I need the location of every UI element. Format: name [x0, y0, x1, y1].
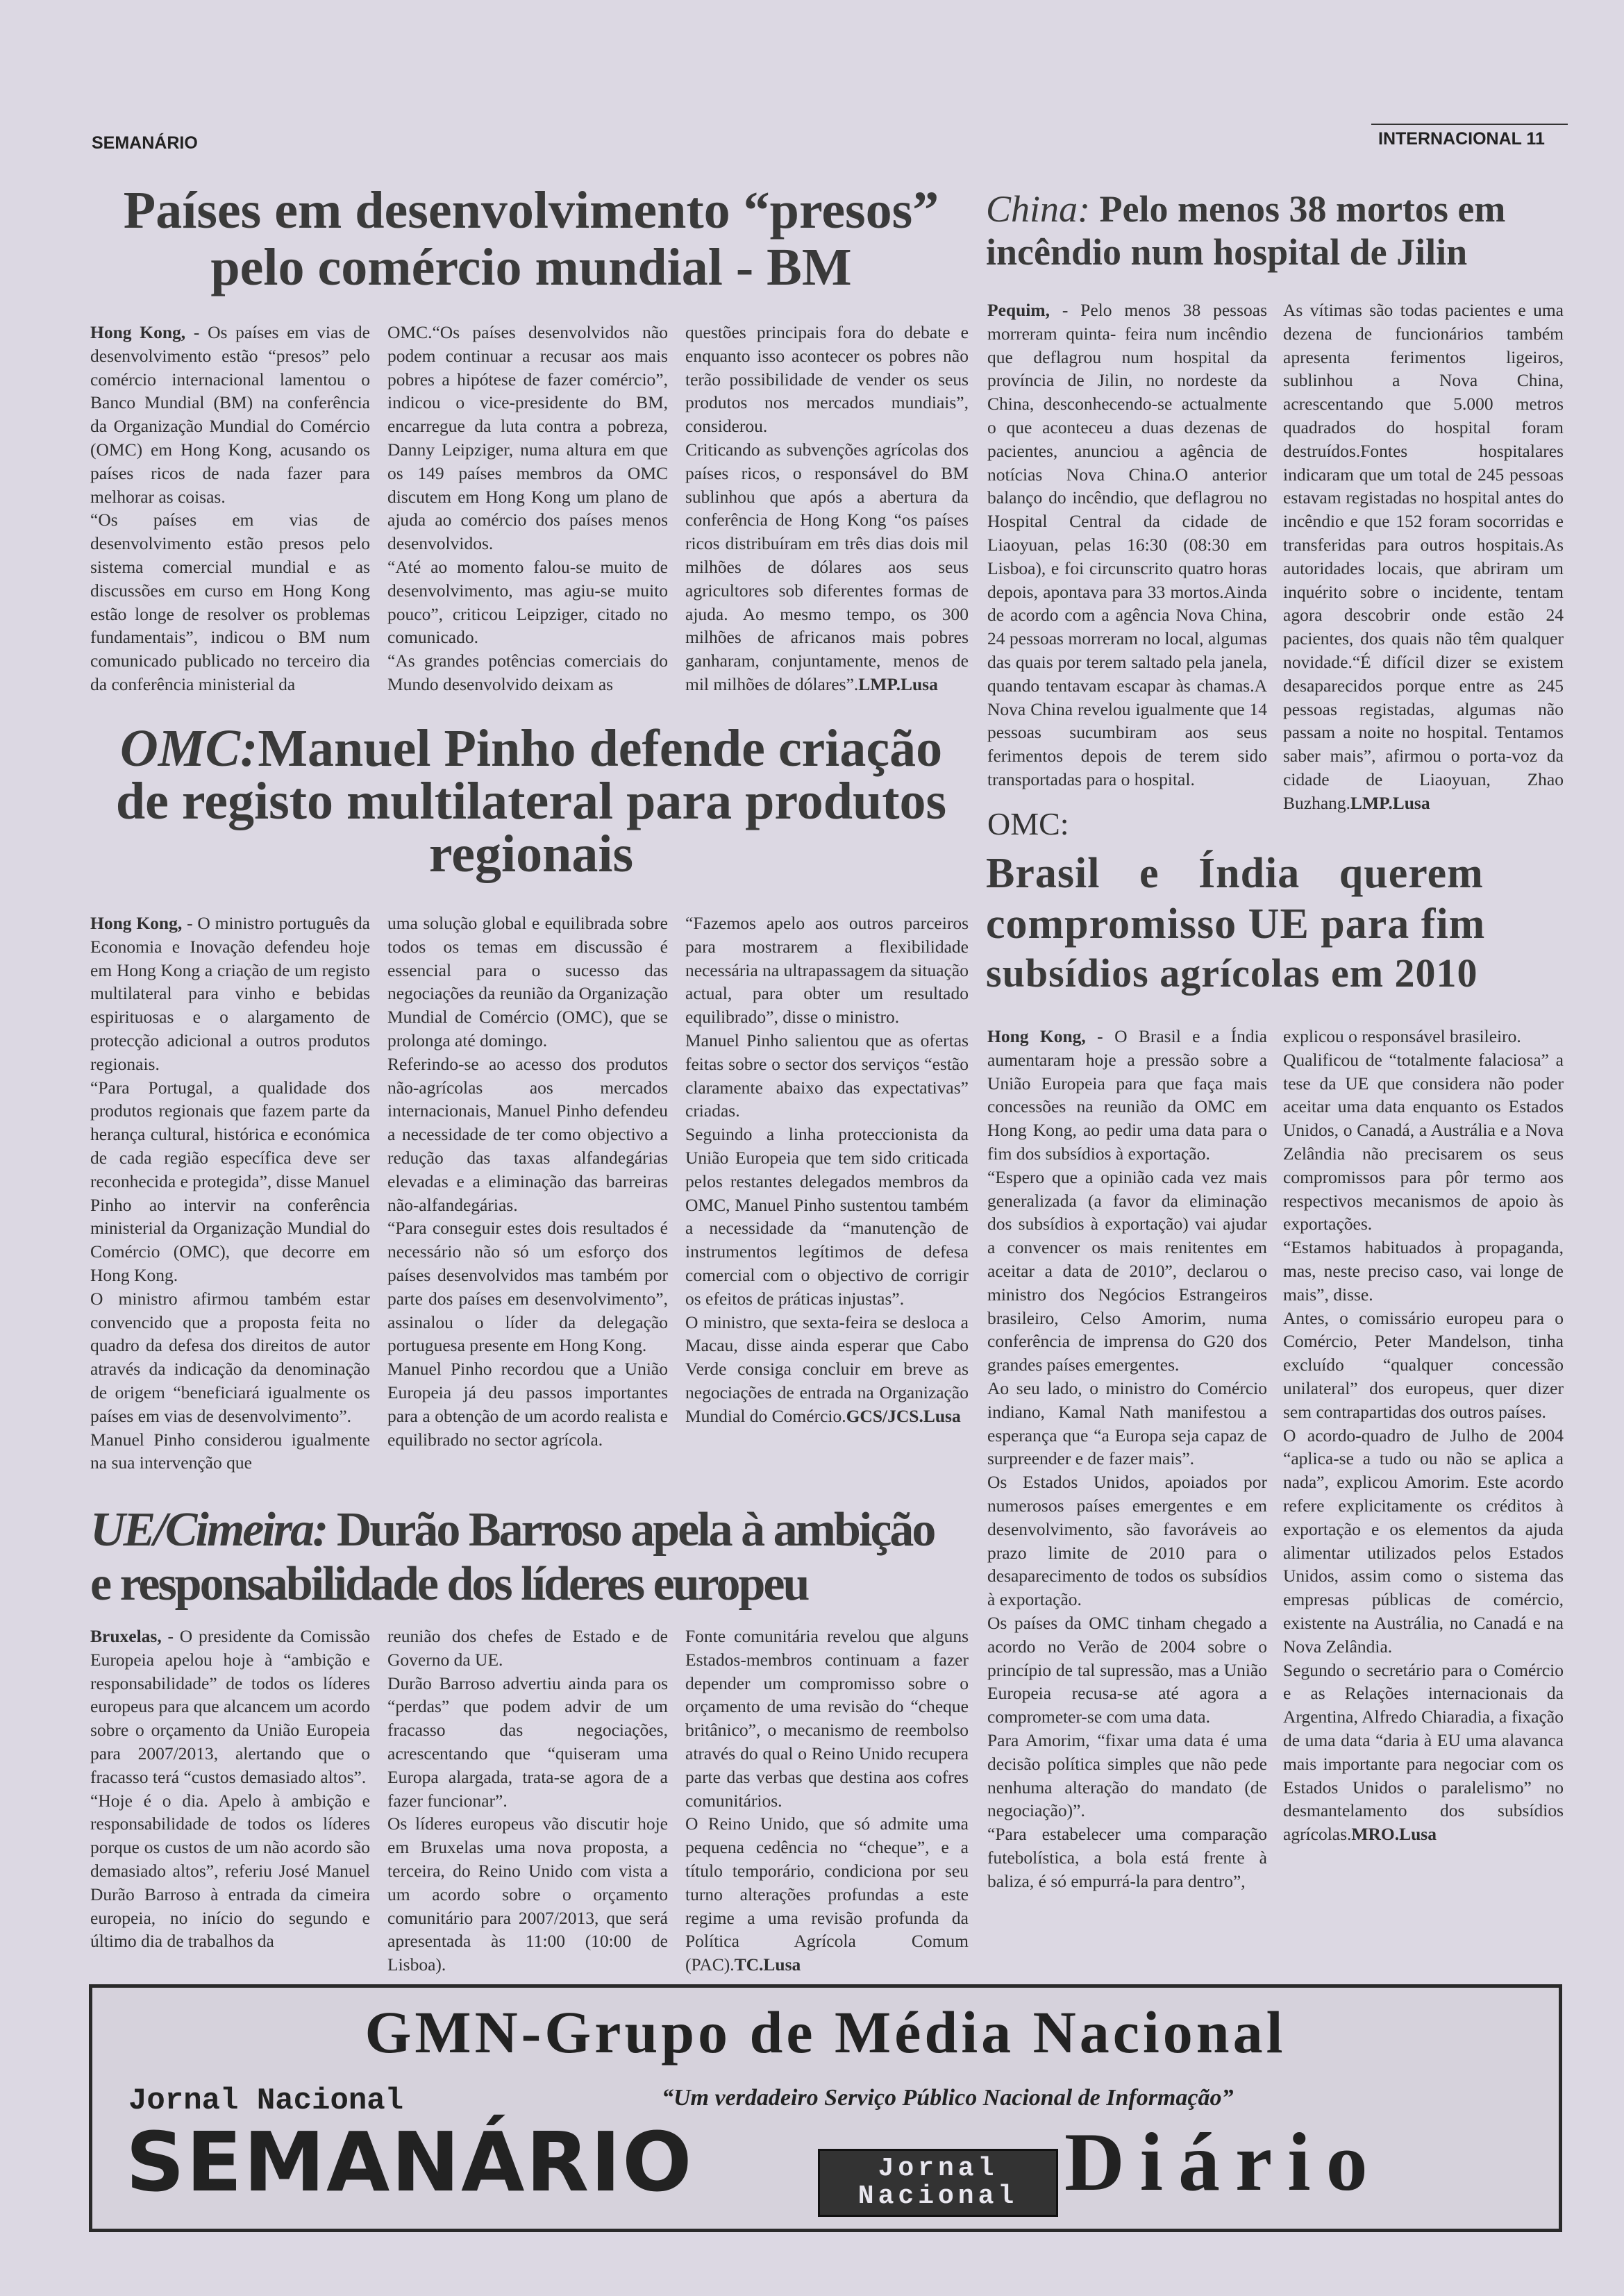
article4-kicker: OMC: — [987, 806, 1069, 841]
article3-title-line2: de registo multilateral para produtos — [115, 772, 947, 830]
ad-box-line1: Jornal — [878, 2154, 998, 2184]
article5-title-line2: e responsabilidade dos líderes europeu — [90, 1557, 808, 1611]
article5-text-1: - O presidente da Comissão Europeia apelou hoje à “ambição e responsabilidade” de todos os líderes europeus para que alcancem um acordo sobre o orçamento da União Europeia para 2007/2013, alertando que o fracasso terá “custos demasiado altos”. — [90, 1626, 370, 1787]
article3-col3 — [685, 912, 969, 1428]
article5-text-3: reunião dos chefes de Estado e de Governo da UE. — [387, 1626, 668, 1670]
article4-text-10: “Estamos habituados à propaganda, mas, neste preciso caso, vai longe de mais”, disse. — [1283, 1237, 1564, 1305]
article4-dateline: Hong Kong, — [987, 1026, 1086, 1046]
article5-title-line1: Durão Barroso apela à ambição — [326, 1503, 935, 1557]
article4-text-6: Para Amorim, “fixar uma data é uma decisão política simples que não pede nenhuma alteração do mandato (de negociação)”. — [987, 1729, 1267, 1821]
article3-text-11: Seguindo a linha proteccionista da União Europeia que tem sido criticada pelos restantes delegados membros da OMC, Manuel Pinho sustentou também a necessidade da “manutenção de instrumentos legítimos de defesa comercial com o objectivo de corrigir os efeitos de práticas injustas”. — [685, 1124, 969, 1309]
article2-title-text: Pelo menos 38 mortos em incêndio num hospital de Jilin — [986, 188, 1506, 274]
ad-box-line2: Nacional — [857, 2181, 1019, 2211]
article4-text-3: Ao seu lado, o ministro do Comércio indiano, Kamal Nath manifestou a esperança que “a Europa seja capaz de surpreender e de fazer mais”. — [987, 1377, 1267, 1469]
article3-text-3: O ministro afirmou também estar convencido que a proposta feita no quadro da defesa dos direitos de autor através da indicação da denominação de origem “beneficiará igualmente os países em vias de desenvolvimento”. — [90, 1288, 370, 1426]
article5-dateline: Bruxelas, — [90, 1626, 162, 1646]
article2-dateline: Pequim, — [987, 300, 1050, 320]
article3-col1 — [90, 912, 370, 1475]
article1-text-2: “Os países em vias de desenvolvimento estão presos pelo sistema comercial mundial e as discussões em curso em Hong Kong estão longe de resolver os problemas fundamentais”, indicou o BM num comunicado publicado no terceiro dia da conferência ministerial da — [90, 510, 370, 694]
article1-dateline: Hong Kong, — [90, 322, 186, 342]
article3-title-kicker: OMC: — [119, 719, 258, 778]
article5-text-4: Durão Barroso advertiu ainda para os “perdas” que podem advir de um fracasso das negociações, acrescentando que “quiseram uma Europa alargada, trata-se agora de a fazer funcionar”. — [387, 1673, 668, 1811]
header-section-label: SEMANÁRIO — [92, 133, 198, 153]
gmn-advertisement — [89, 1984, 1562, 2232]
article1-text-7: Criticando as subvenções agrícolas dos países ricos, o responsável do BM sublinhou que após a abertura da conferência de Hong Kong “os países ricos distribuíram em três dias dois mil milhões de dólares aos seus agricultores sob diferentes formas de ajuda. Ao mesmo tempo, os 300 milhões de africanos mais pobres ganharam, conjuntamente, menos de mil milhões de dólares”. — [685, 439, 969, 694]
article4-text-12: O acordo-quadro de Julho de 2004 “aplica-se a tudo ou não se aplica a nada”, explicou Amorim. Este acordo refere explicitamente os créditos à exportação e os elementos da ajuda alimentar utilizados pelos Estados Unidos, assim como o sistema das empresas públicas de comércio, existente na Austrália, no Canadá e na Nova Zelândia. — [1283, 1425, 1564, 1657]
article3-text-5: uma solução global e equilibrada sobre todos os temas em discussão é essencial para o sucesso das negociações da reunião da Organização Mundial de Comércio (OMC), que se prolonga até domingo. — [387, 913, 668, 1050]
article1-col2 — [387, 321, 668, 696]
article4-title-line3: subsídios agrícolas em 2010 — [986, 950, 1478, 996]
article4-col2 — [1283, 1025, 1564, 1846]
article3-text-7: “Para conseguir estes dois resultados é necessário não só um esforço dos países desenvolvidos mas também por parte dos países em desenvolvimento”, assinalou o líder da delegação portuguesa presente em Hong Kong. — [387, 1218, 668, 1356]
header-page-label: INTERNACIONAL 11 — [1378, 129, 1545, 149]
article3-text-2: “Para Portugal, a qualidade dos produtos regionais que fazem parte da herança cultural, histórica e económica de cada região específica deve ser reconhecida e protegida”, disse Manuel Pinho ao intervir na conferência ministerial da Organização Mundial do Comércio (OMC), que decorre em Hong Kong. — [90, 1077, 370, 1285]
article5-text-6: Fonte comunitária revelou que alguns Estados-membros continuam a fazer depender um compromisso sobre o orçamento de uma revisão do “cheque britânico”, o mecanismo de reembolso através do qual o Reino Unido recupera parte das verbas que destina aos cofres comunitários. — [685, 1626, 969, 1811]
ad-slogan: “Um verdadeiro Serviço Público Nacional de Informação” — [662, 2085, 1234, 2111]
article5-col2 — [387, 1625, 668, 1977]
article2-col2 — [1283, 299, 1564, 815]
article5-col1 — [90, 1625, 370, 1953]
article3-signature: GCS/JCS.Lusa — [846, 1405, 961, 1426]
article1-col3 — [685, 321, 969, 696]
article2-title — [986, 187, 1569, 274]
ad-semanario-logo: SEMANÁRIO — [126, 2114, 694, 2210]
article4-text-4: Os Estados Unidos, apoiados por numerosos países emergentes e em desenvolvimento, são favoráveis ao prazo limite de 2010 para o desaparecimento de todos os subsídios à exportação. — [987, 1472, 1267, 1610]
article3-text-12: O ministro, que sexta-feira se desloca a Macau, disse ainda esperar que Cabo Verde consiga concluir em breve as negociações de entrada na Organização Mundial do Comércio. — [685, 1312, 969, 1426]
header-rule — [1371, 124, 1568, 125]
article4-title — [986, 848, 1569, 998]
article5-title-kicker: UE/Cimeira: — [90, 1503, 327, 1557]
article3-title-line1: Manuel Pinho defende criação — [258, 719, 943, 778]
article1-col1 — [90, 321, 370, 696]
article5-signature: TC.Lusa — [734, 1954, 801, 1975]
article4-title-line1: Brasil e Índia querem — [986, 850, 1484, 897]
ad-jornal-nacional: Jornal Nacional — [128, 2084, 404, 2118]
article3-title — [90, 719, 972, 883]
article1-text-6: questões principais fora do debate e enquanto isso acontecer os pobres não terão possibilidade de vender os seus produtos nos mercados mundiais”, considerou. — [685, 322, 969, 437]
article4-text-11: Antes, o comissário europeu para o Comércio, Peter Mandelson, tinha excluído “qualquer concessão unilateral” dos europeus, quer dizer sem contrapartidas dos outros países. — [1283, 1307, 1564, 1422]
article2-text-1: - Pelo menos 38 pessoas morreram quinta- feira num incêndio que deflagrou num hospital da província de Jilin, no nordeste da China, desconhecendo-se actualmente o que aconteceu a duas dezenas de pacientes, anunciou a agência de notícias Nova China.O anterior balanço do incêndio, que deflagrou no Hospital Central da cidade de Liaoyuan, pelas 16:30 (08:30 em Lisboa), e foi circunscrito quatro horas depois, apontava para 33 mortos.Ainda de acordo com a agência Nova China, 24 pessoas morreram no local, algumas das quais por terem saltado pela janela, quando tentavam escapar às chamas.A Nova China revelou igualmente que 14 pessoas sucumbiram aos seus ferimentos depois de terem sido transportadas para o hospital. — [987, 300, 1267, 789]
article3-col2 — [387, 912, 668, 1451]
article1-signature: LMP.Lusa — [858, 673, 938, 694]
article1-text-3: OMC.“Os países desenvolvidos não podem continuar a recusar aos mais pobres a hipótese de fazer comércio”, indicou o vice-presidente do BM, encarregue da luta contra a pobreza, Danny Leipziger, numa altura em que os 149 países membros da OMC discutem em Hong Kong um plano de ajuda ao comércio dos países menos desenvolvidos. — [387, 322, 668, 554]
article1-title-line1: Países em desenvolvimento “presos” — [123, 181, 939, 240]
article4-text-5: Os países da OMC tinham chegado a acordo no Verão de 2004 sobre o princípio de tal supressão, mas a União Europeia recusa-se até agora a comprometer-se com uma data. — [987, 1612, 1267, 1727]
article2-text-2: As vítimas são todas pacientes e uma dezena de funcionários também apresenta ferimentos ligeiros, sublinhou a Nova China, acrescentando que 5.000 metros quadrados do hospital foram destruídos.Fontes hospitalares indicaram que um total de 245 pessoas estavam registadas no hospital antes do incêndio e que 152 foram socorridas e transferidas para outros hospitais.As autoridades locais, que abriram um inquérito sobre o incidente, tentam agora descobrir onde estão 24 pacientes, dos quais não têm qualquer novidade.“É difícil dizer se existem desaparecidos porque entre as 245 pessoas registadas, algumas não passam a noite no hospital. Tentamos saber mais”, afirmou o porta-voz da cidade de Liaoyuan, Zhao Buzhang. — [1283, 300, 1564, 813]
article1-text-1: - Os países em vias de desenvolvimento estão “presos” pelo comércio internacional lamentou o Banco Mundial (BM) na conferência da Organização Mundial do Comércio (OMC) em Hong Kong, acusando os países ricos de nada fazer para melhorar as coisas. — [90, 322, 370, 507]
article3-text-1: - O ministro português da Economia e Inovação defendeu hoje em Hong Kong a criação de um registo multilateral para vinho e bebidas espirituosas e o alargamento de protecção adicional a outros produtos regionais. — [90, 913, 370, 1074]
article5-title — [90, 1503, 972, 1612]
ad-jornal-nacional-box — [818, 2149, 1058, 2217]
article3-text-8: Manuel Pinho recordou que a União Europeia já deu passos importantes para a obtenção de um acordo realista e equilibrado no sector agrícola. — [387, 1359, 668, 1450]
article1-text-5: “As grandes potências comerciais do Mundo desenvolvido deixam as — [387, 651, 668, 694]
article1-title — [90, 182, 972, 296]
article1-text-4: “Até ao momento falou-se muito de desenvolvimento, mas agiu-se muito pouco”, criticou Leipziger, citado no comunicado. — [387, 556, 668, 648]
article2-signature: LMP.Lusa — [1350, 792, 1430, 813]
article5-col3 — [685, 1625, 969, 1977]
article1-title-line2: pelo comércio mundial - BM — [210, 238, 852, 297]
ad-title: GMN-Grupo de Média Nacional — [365, 1999, 1287, 2065]
article3-text-9: “Fazemos apelo aos outros parceiros para mostrarem a flexibilidade necessária na ultrapassagem da situação actual, para obter um resultado equilibrado”, disse o ministro. — [685, 913, 969, 1028]
article4-text-9: Qualificou de “totalmente falaciosa” a tese da UE que considera não poder aceitar uma data enquanto os Estados Unidos, o Canadá, a Austrália e a Nova Zelândia não precisarem os seus compromissos para pôr termo aos respectivos mecanismos de apoio às exportações. — [1283, 1049, 1564, 1234]
article3-text-4: Manuel Pinho considerou igualmente na sua intervenção que — [90, 1429, 370, 1473]
article4-text-2: “Espero que a opinião cada vez mais generalizada (a favor da eliminação dos subsídios à exportação) vai ajudar a convencer os mais renitentes em aceitar a data de 2010”, declarou o ministro dos Negócios Estrangeiros brasileiro, Celso Amorim, numa conferência de imprensa do G20 dos grandes países emergentes. — [987, 1166, 1267, 1375]
article5-text-7: O Reino Unido, que só admite uma pequena cedência no “cheque”, e a título temporário, condiciona por seu turno alterações profundas a este regime a uma revisão profunda da Política Agrícola Comum (PAC). — [685, 1813, 969, 1975]
article4-title-line2: compromisso UE para fim — [986, 900, 1486, 948]
ad-diario-logo: Diário — [1064, 2115, 1383, 2208]
article3-title-line3: regionais — [428, 825, 634, 883]
article4-text-1: - O Brasil e a Índia aumentaram hoje a pressão sobre a União Europeia para que faça mais concessões na reunião da OMC em Hong Kong, ao pedir uma data para o fim dos subsídios à exportação. — [987, 1026, 1267, 1164]
article2-col1 — [987, 299, 1267, 791]
article4-text-7: “Para estabelecer uma comparação futebolística, a bola está frente à baliza, é só empurrá-la para dentro”, — [987, 1824, 1267, 1891]
article3-text-10: Manuel Pinho salientou que as ofertas feitas sobre o sector dos serviços “estão claramente abaixo das expectativas” criadas. — [685, 1030, 969, 1121]
article4-signature: MRO.Lusa — [1351, 1824, 1437, 1845]
article3-dateline: Hong Kong, — [90, 913, 183, 933]
article5-text-2: “Hoje é o dia. Apelo à ambição e responsabilidade de todos os líderes porque os custos de um não acordo são demasiado altos”, referiu José Manuel Durão Barroso à entrada da cimeira europeia, no início do segundo e último dia de trabalhos da — [90, 1790, 370, 1952]
article2-title-kicker: China: — [986, 188, 1091, 230]
article3-text-6: Referindo-se ao acesso dos produtos não-agrícolas aos mercados internacionais, Manuel Pinho defendeu a necessidade de ter como objectivo a redução das taxas alfandegárias elevadas e a eliminação das barreiras não-alfandegárias. — [387, 1053, 668, 1215]
article4-text-8: explicou o responsável brasileiro. — [1283, 1026, 1521, 1046]
article4-col1 — [987, 1025, 1267, 1893]
article5-text-5: Os líderes europeus vão discutir hoje em Bruxelas uma nova proposta, a terceira, do Reino Unido com vista a um acordo sobre o orçamento comunitário para 2007/2013, que será apresentada às 11:00 (10:00 de Lisboa). — [387, 1813, 668, 1975]
article4-text-13: Segundo o secretário para o Comércio e as Relações internacionais da Argentina, Alfredo Chiaradia, a fixação de uma data “daria à EU uma alavanca mais importante para negociar com os Estados Unidos o paralelismo” no desmantelamento dos subsídios agrícolas. — [1283, 1659, 1564, 1845]
